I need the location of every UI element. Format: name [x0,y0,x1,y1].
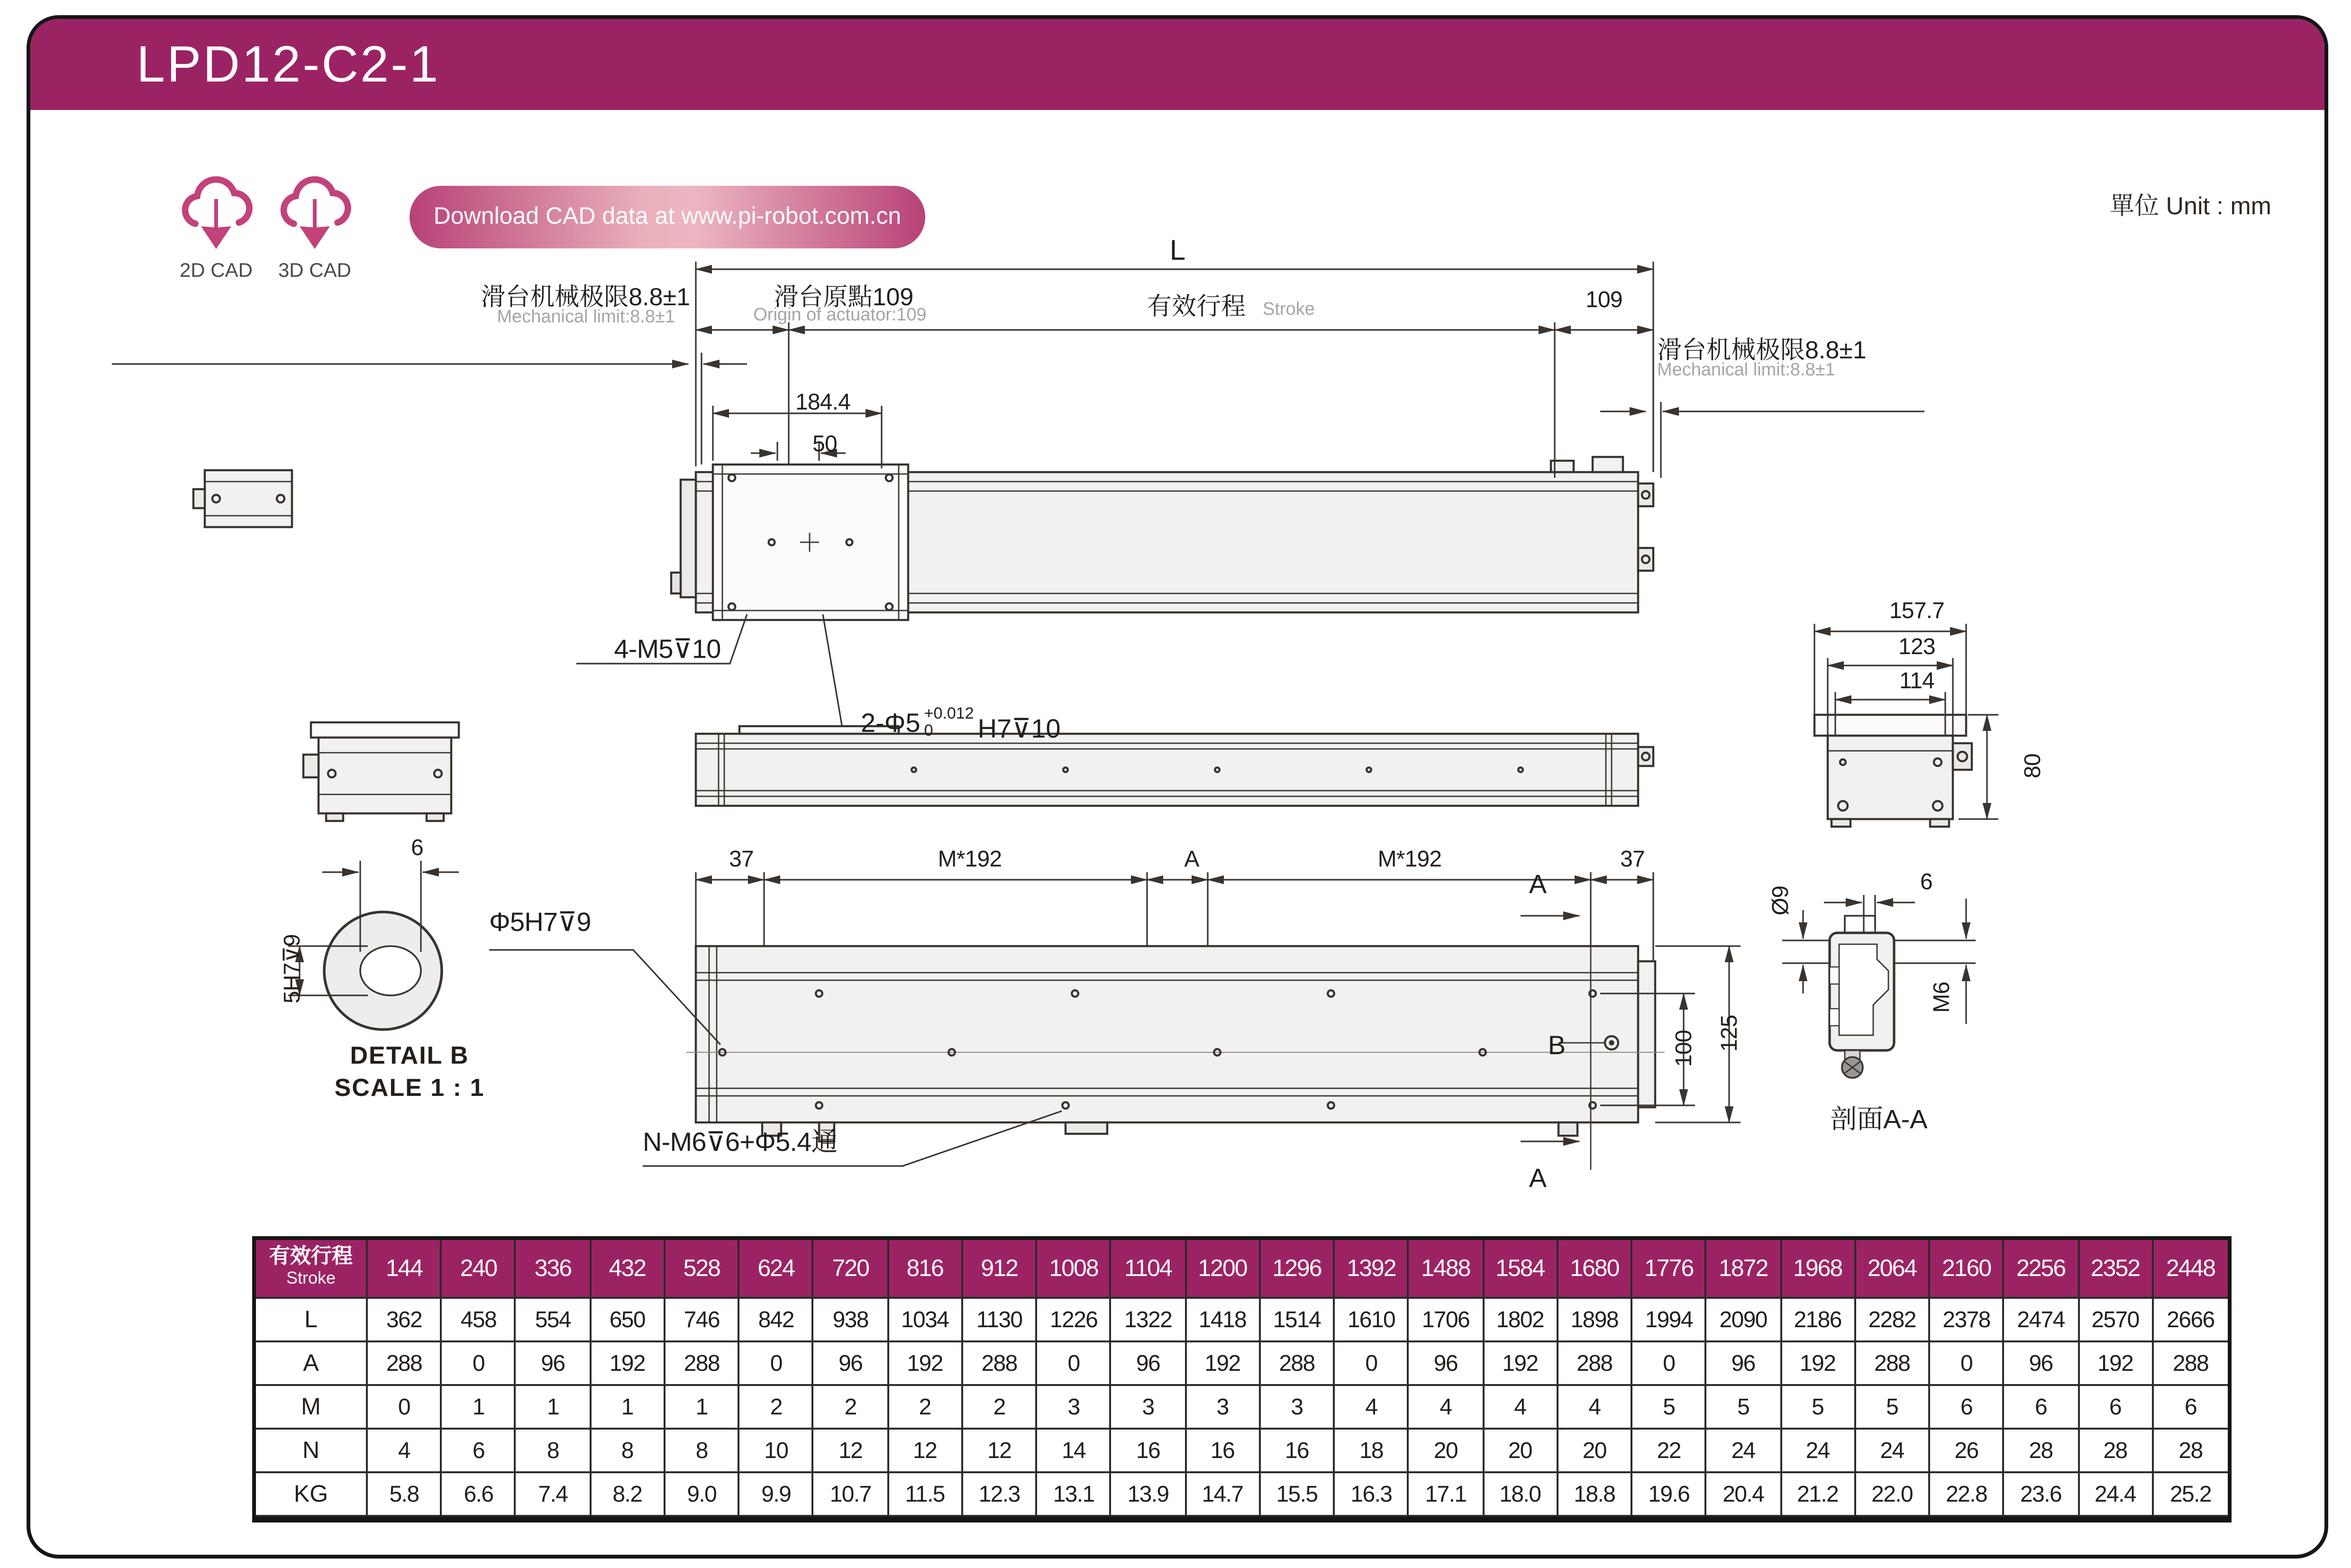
table-header-cell: 1680 [1558,1240,1632,1299]
table-row-label: L [256,1299,368,1342]
page-title: LPD12-C2-1 [137,36,440,93]
detail-b-scale: SCALE 1 : 1 [334,1073,485,1102]
table-cell: 192 [591,1342,665,1386]
table-cell: 7.4 [517,1473,591,1517]
side-view-left-drawing [303,722,459,821]
table-cell: 288 [665,1342,740,1386]
table-cell: 25.2 [2153,1473,2228,1517]
detail-b-drawing [288,861,459,1030]
section-dim-o9: Ø9 [1767,885,1794,916]
table-cell: 6 [442,1430,517,1473]
section-a-label-bottom: A [1529,1162,1547,1193]
bottom-view-drawing [686,946,1665,1141]
mech-limit-left-cn: 滑台机械极限8.8±1 [481,283,690,311]
table-cell: 16.3 [1335,1473,1409,1517]
table-cell: 2 [963,1386,1038,1430]
table-cell: 288 [2153,1342,2228,1386]
table-cell: 24 [1856,1430,1930,1473]
table-header-cell: 1584 [1484,1240,1558,1299]
table-cell: 4 [368,1430,442,1473]
table-cell: 288 [1261,1342,1335,1386]
table-header-cell: 1776 [1632,1240,1707,1299]
table-cell: 1 [517,1386,591,1430]
dim-114: 114 [1899,667,1935,694]
table-cell: 192 [1186,1342,1261,1386]
table-cell: 2 [740,1386,814,1430]
callout-2phi5-tail: H7⊽10 [977,713,1061,743]
table-header-cell: 720 [814,1240,889,1299]
table-cell: 6 [2005,1386,2079,1430]
table-cell: 1 [665,1386,740,1430]
table-cell: 3 [1112,1386,1186,1430]
dim-184-4: 184.4 [795,389,851,415]
table-row-label: M [256,1386,368,1430]
table-cell: 8 [665,1430,740,1473]
table-cell: 1706 [1409,1299,1484,1342]
dim-L: L [1169,235,1185,267]
table-cell: 4 [1558,1386,1632,1430]
table-cell: 2570 [2079,1299,2153,1342]
table-cell: 1 [591,1386,665,1430]
dim-stroke-en: Stroke [1263,300,1315,320]
table-cell: 554 [517,1299,591,1342]
side-view-main-drawing [696,726,1653,806]
table-cell: 650 [591,1299,665,1342]
section-aa-title: 剖面A-A [1830,1103,1928,1134]
table-cell: 12 [814,1430,889,1473]
table-cell: 1514 [1261,1299,1335,1342]
table-cell: 4 [1335,1386,1409,1430]
table-cell: 4 [1484,1386,1558,1430]
dim-50: 50 [812,430,837,457]
table-cell: 2666 [2153,1299,2228,1342]
table-cell: 17.1 [1409,1473,1484,1517]
table-cell: 28 [2153,1430,2228,1473]
table-cell: 6 [1930,1386,2005,1430]
table-cell: 1418 [1186,1299,1261,1342]
table-cell: 3 [1261,1386,1335,1430]
table-cell: 288 [1856,1342,1930,1386]
dim-origin-cn: 滑台原點109 [774,283,914,311]
table-cell: 288 [368,1342,442,1386]
table-cell: 10 [740,1430,814,1473]
dim-m192-right: M*192 [1377,846,1442,872]
table-cell: 18.8 [1558,1473,1632,1517]
dim-a-pitch: A [1184,846,1199,872]
table-header-cell: 816 [889,1240,963,1299]
table-cell: 2378 [1930,1299,2005,1342]
table-cell: 22.8 [1930,1473,2005,1517]
table-cell: 21.2 [1781,1473,1856,1517]
table-cell: 8 [517,1430,591,1473]
end-view-right-drawing [1814,715,1972,827]
table-cell: 12 [963,1430,1038,1473]
table-cell: 1034 [889,1299,963,1342]
table-cell: 3 [1038,1386,1112,1430]
table-cell: 1994 [1632,1299,1707,1342]
dim-123: 123 [1898,633,1935,660]
table-header-cell: 1104 [1112,1240,1186,1299]
table-cell: 9.9 [740,1473,814,1517]
table-header-cell: 1392 [1335,1240,1409,1299]
table-cell: 1130 [963,1299,1038,1342]
table-cell: 96 [2005,1342,2079,1386]
table-cell: 23.6 [2005,1473,2079,1517]
table-cell: 0 [1335,1342,1409,1386]
table-cell: 15.5 [1261,1473,1335,1517]
cad-3d-label: 3D CAD [278,260,351,283]
table-header-cell: 1872 [1707,1240,1781,1299]
table-cell: 6.6 [442,1473,517,1517]
tolerance-upper: +0.012 [924,702,974,721]
table-cell: 2474 [2005,1299,2079,1342]
table-header-cell: 1968 [1781,1240,1856,1299]
section-a-label-top: A [1529,868,1547,899]
table-cell: 6 [2153,1386,2228,1430]
dim-157-7: 157.7 [1889,597,1945,624]
table-cell: 1898 [1558,1299,1632,1342]
table-cell: 13.9 [1112,1473,1186,1517]
spec-table [252,1236,2232,1522]
callout-phi5h7: Φ5H7⊽9 [489,906,591,937]
table-cell: 16 [1261,1430,1335,1473]
table-cell: 0 [442,1342,517,1386]
callout-2phi5-head: 2-Φ5 [861,706,920,737]
table-cell: 12 [889,1430,963,1473]
table-cell: 96 [517,1342,591,1386]
table-cell: 458 [442,1299,517,1342]
table-cell: 22 [1632,1430,1707,1473]
table-cell: 938 [814,1299,889,1342]
unit-label: 單位 Unit : mm [2110,191,2271,220]
mech-limit-right-cn: 滑台机械极限8.8±1 [1657,336,1867,364]
table-cell: 2 [814,1386,889,1430]
table-cell: 0 [740,1342,814,1386]
table-cell: 10.7 [814,1473,889,1517]
dim-80: 80 [2019,754,2046,778]
table-header-cell: 1200 [1186,1240,1261,1299]
dim-100: 100 [1670,1030,1697,1067]
table-cell: 288 [963,1342,1038,1386]
table-header-cell: 2256 [2005,1240,2079,1299]
table-row-label: N [256,1430,368,1473]
table-cell: 842 [740,1299,814,1342]
table-cell: 288 [1558,1342,1632,1386]
table-cell: 20 [1409,1430,1484,1473]
section-dim-m6: M6 [1928,982,1955,1013]
page-card [27,15,2328,1559]
table-cell: 96 [814,1342,889,1386]
table-cell: 16 [1186,1430,1261,1473]
table-cell: 8 [591,1430,665,1473]
callout-nm6: N-M6⊽6+Φ5.4通 [643,1126,838,1157]
table-cell: 14.7 [1186,1473,1261,1517]
table-cell: 16 [1112,1430,1186,1473]
detail-b-dim-6: 6 [411,834,423,861]
table-cell: 24 [1707,1430,1781,1473]
table-cell: 20.4 [1707,1473,1781,1517]
table-header-cell: 2448 [2153,1240,2228,1299]
table-header-cell: 2160 [1930,1240,2005,1299]
dim-37-left: 37 [729,846,754,872]
table-cell: 5 [1707,1386,1781,1430]
download-cad-banner[interactable]: Download CAD data at www.pi-robot.com.cn [410,186,925,248]
table-cell: 20 [1558,1430,1632,1473]
dim-stroke-cn: 有效行程 [1147,292,1246,320]
table-cell: 1226 [1038,1299,1112,1342]
table-header-cell: 912 [963,1240,1038,1299]
section-dim-6: 6 [1920,868,1932,895]
mech-limit-right-en: Mechanical limit:8.8±1 [1657,360,1835,381]
table-row-label: KG [256,1473,368,1517]
table-cell: 11.5 [889,1473,963,1517]
detail-b-pointer-label: B [1548,1030,1566,1060]
table-header-cell: 2352 [2079,1240,2153,1299]
table-cell: 192 [1781,1342,1856,1386]
table-cell: 5.8 [368,1473,442,1517]
table-cell: 5 [1856,1386,1930,1430]
callout-2phi5 [861,698,1061,745]
table-header-cell: 2064 [1856,1240,1930,1299]
table-cell: 14 [1038,1430,1112,1473]
table-cell: 18 [1335,1430,1409,1473]
table-cell: 9.0 [665,1473,740,1517]
table-cell: 12.3 [963,1473,1038,1517]
tolerance-lower: 0 [924,720,933,738]
table-cell: 3 [1186,1386,1261,1430]
callout-4m5: 4-M5⊽10 [614,633,721,664]
table-header-cell: 432 [591,1240,665,1299]
detail-b-title: DETAIL B [350,1041,469,1069]
table-cell: 24.4 [2079,1473,2153,1517]
table-row-label: A [256,1342,368,1386]
table-cell: 362 [368,1299,442,1342]
table-cell: 28 [2079,1430,2153,1473]
front-view-drawing [193,457,1653,620]
table-header-cell: 240 [442,1240,517,1299]
table-cell: 192 [1484,1342,1558,1386]
table-header-stroke: 有效行程 Stroke [256,1240,368,1299]
table-cell: 0 [1930,1342,2005,1386]
table-header-cell: 1296 [1261,1240,1335,1299]
table-cell: 2186 [1781,1299,1856,1342]
table-cell: 1802 [1484,1299,1558,1342]
table-cell: 192 [2079,1342,2153,1386]
table-cell: 24 [1781,1430,1856,1473]
table-header-cell: 624 [740,1240,814,1299]
table-cell: 0 [1038,1342,1112,1386]
cad-2d-label: 2D CAD [179,260,253,283]
table-header-cell: 528 [665,1240,740,1299]
table-cell: 13.1 [1038,1473,1112,1517]
table-cell: 28 [2005,1430,2079,1473]
dim-109: 109 [1586,286,1622,313]
table-cell: 746 [665,1299,740,1342]
table-header-cell: 144 [368,1240,442,1299]
table-cell: 192 [889,1342,963,1386]
table-cell: 5 [1781,1386,1856,1430]
table-cell: 6 [2079,1386,2153,1430]
table-cell: 1 [442,1386,517,1430]
table-cell: 0 [1632,1342,1707,1386]
table-cell: 20 [1484,1430,1558,1473]
table-cell: 18.0 [1484,1473,1558,1517]
table-cell: 5 [1632,1386,1707,1430]
detail-b-dim-5h7: 5H7⊽9 [279,934,305,1003]
table-cell: 1610 [1335,1299,1409,1342]
table-cell: 96 [1409,1342,1484,1386]
table-cell: 1322 [1112,1299,1186,1342]
table-cell: 2282 [1856,1299,1930,1342]
table-cell: 4 [1409,1386,1484,1430]
mech-limit-left-en: Mechanical limit:8.8±1 [497,307,675,328]
dim-125: 125 [1716,1015,1742,1052]
table-cell: 2090 [1707,1299,1781,1342]
table-cell: 2 [889,1386,963,1430]
table-cell: 8.2 [591,1473,665,1517]
table-header-cell: 1008 [1038,1240,1112,1299]
table-header-cell: 336 [517,1240,591,1299]
table-cell: 26 [1930,1430,2005,1473]
dim-37-right: 37 [1620,846,1645,872]
dim-origin-en: Origin of actuator:109 [753,305,927,326]
table-cell: 96 [1707,1342,1781,1386]
table-cell: 19.6 [1632,1473,1707,1517]
table-cell: 0 [368,1386,442,1430]
table-header-cell: 1488 [1409,1240,1484,1299]
callout-2phi5-tolerance [924,704,974,738]
table-cell: 96 [1112,1342,1186,1386]
dim-m192-left: M*192 [938,846,1002,872]
table-cell: 22.0 [1856,1473,1930,1517]
